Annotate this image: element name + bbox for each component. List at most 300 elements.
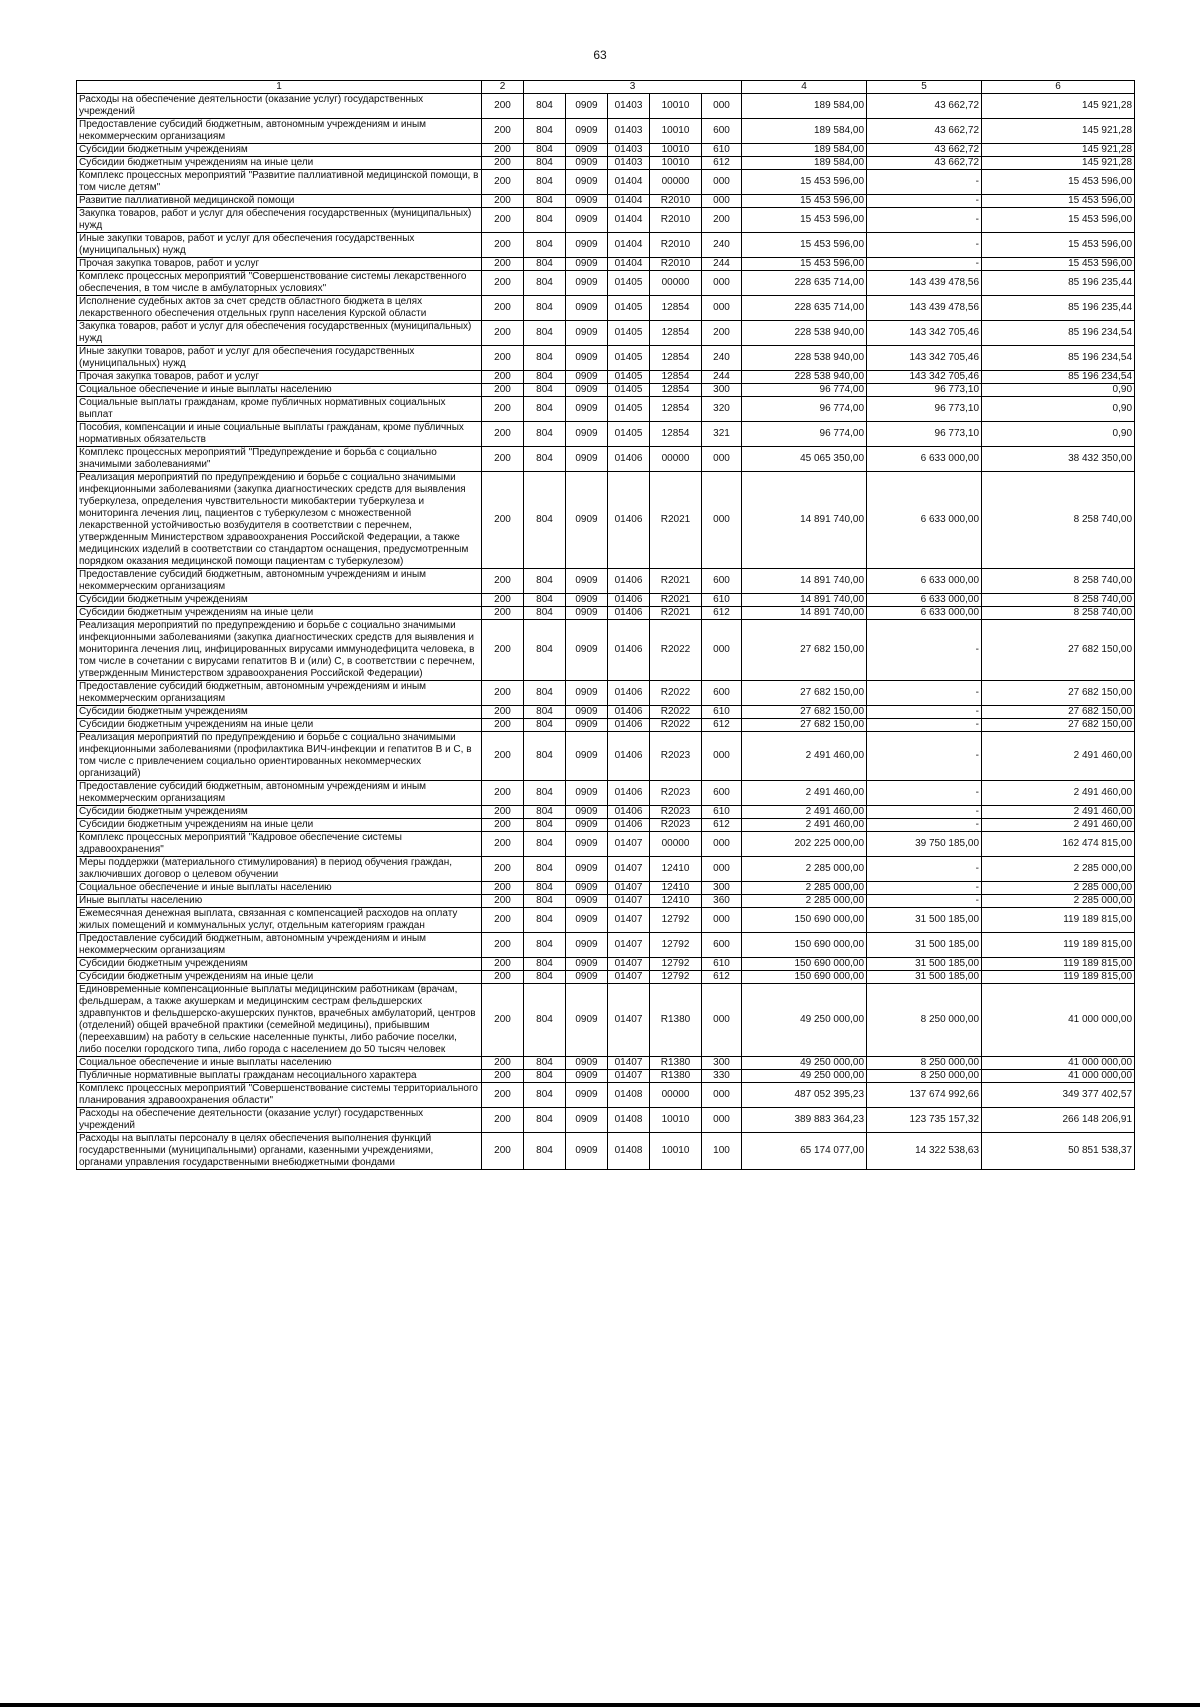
code-expense-type: 360 [702, 895, 742, 908]
code-expense-type: 000 [702, 1108, 742, 1133]
code-admin: 200 [482, 1108, 524, 1133]
code-program: 01408 [608, 1133, 650, 1170]
amount-executed: 143 439 478,56 [867, 271, 982, 296]
amount-executed: - [867, 819, 982, 832]
amount-plan: 189 584,00 [742, 119, 867, 144]
code-expense-type: 610 [702, 958, 742, 971]
amount-executed: 6 633 000,00 [867, 607, 982, 620]
code-subsection: 0909 [566, 857, 608, 882]
code-program: 01406 [608, 681, 650, 706]
code-direction: 12854 [650, 422, 702, 447]
table-row [77, 233, 1135, 258]
amount-executed: - [867, 620, 982, 681]
code-program: 01405 [608, 321, 650, 346]
amount-plan: 2 285 000,00 [742, 882, 867, 895]
code-subsection: 0909 [566, 719, 608, 732]
code-direction: R2010 [650, 208, 702, 233]
code-section: 804 [524, 933, 566, 958]
table-row [77, 170, 1135, 195]
code-section: 804 [524, 971, 566, 984]
code-admin: 200 [482, 908, 524, 933]
table-row [77, 732, 1135, 781]
row-name: Ежемесячная денежная выплата, связанная с компенсацией расходов на оплату жилых помещений и коммунальных услуг, отдельным категориям граждан [77, 908, 482, 933]
amount-remaining: 50 851 538,37 [982, 1133, 1135, 1170]
amount-plan: 15 453 596,00 [742, 170, 867, 195]
code-program: 01406 [608, 819, 650, 832]
table-row [77, 806, 1135, 819]
amount-remaining: 15 453 596,00 [982, 233, 1135, 258]
code-direction: R1380 [650, 1057, 702, 1070]
code-expense-type: 600 [702, 681, 742, 706]
code-direction: 12410 [650, 857, 702, 882]
code-expense-type: 000 [702, 857, 742, 882]
header-col-6: 6 [982, 81, 1135, 94]
code-admin: 200 [482, 144, 524, 157]
amount-executed: - [867, 806, 982, 819]
row-name: Субсидии бюджетным учреждениям на иные цели [77, 157, 482, 170]
code-direction: R2021 [650, 607, 702, 620]
amount-plan: 2 491 460,00 [742, 819, 867, 832]
code-direction: 00000 [650, 832, 702, 857]
code-section: 804 [524, 384, 566, 397]
amount-executed: - [867, 895, 982, 908]
amount-remaining: 145 921,28 [982, 157, 1135, 170]
code-direction: 00000 [650, 170, 702, 195]
amount-executed: 31 500 185,00 [867, 908, 982, 933]
table-row [77, 971, 1135, 984]
code-program: 01407 [608, 908, 650, 933]
code-expense-type: 300 [702, 882, 742, 895]
code-section: 804 [524, 144, 566, 157]
table-row [77, 882, 1135, 895]
code-subsection: 0909 [566, 1057, 608, 1070]
code-subsection: 0909 [566, 971, 608, 984]
code-program: 01405 [608, 397, 650, 422]
table-row [77, 984, 1135, 1057]
code-subsection: 0909 [566, 422, 608, 447]
amount-remaining: 2 491 460,00 [982, 732, 1135, 781]
amount-remaining: 85 196 235,44 [982, 271, 1135, 296]
code-subsection: 0909 [566, 397, 608, 422]
code-direction: R2023 [650, 732, 702, 781]
code-subsection: 0909 [566, 170, 608, 195]
amount-remaining: 145 921,28 [982, 119, 1135, 144]
row-name: Предоставление субсидий бюджетным, автономным учреждениям и иным некоммерческим организациям [77, 781, 482, 806]
code-subsection: 0909 [566, 233, 608, 258]
amount-plan: 14 891 740,00 [742, 607, 867, 620]
amount-executed: 96 773,10 [867, 422, 982, 447]
amount-executed: - [867, 857, 982, 882]
amount-remaining: 2 285 000,00 [982, 895, 1135, 908]
code-direction: 12410 [650, 895, 702, 908]
code-direction: 12410 [650, 882, 702, 895]
amount-remaining: 41 000 000,00 [982, 984, 1135, 1057]
amount-plan: 15 453 596,00 [742, 233, 867, 258]
code-program: 01404 [608, 258, 650, 271]
amount-plan: 202 225 000,00 [742, 832, 867, 857]
code-direction: 10010 [650, 1108, 702, 1133]
code-section: 804 [524, 296, 566, 321]
row-name: Предоставление субсидий бюджетным, автономным учреждениям и иным некоммерческим организациям [77, 119, 482, 144]
code-admin: 200 [482, 719, 524, 732]
amount-executed: - [867, 208, 982, 233]
code-expense-type: 612 [702, 607, 742, 620]
amount-executed: 43 662,72 [867, 144, 982, 157]
code-subsection: 0909 [566, 681, 608, 706]
code-section: 804 [524, 170, 566, 195]
code-subsection: 0909 [566, 594, 608, 607]
amount-plan: 49 250 000,00 [742, 984, 867, 1057]
code-admin: 200 [482, 1083, 524, 1108]
code-expense-type: 610 [702, 594, 742, 607]
amount-remaining: 41 000 000,00 [982, 1070, 1135, 1083]
table-row [77, 569, 1135, 594]
code-admin: 200 [482, 1070, 524, 1083]
code-subsection: 0909 [566, 472, 608, 569]
code-program: 01408 [608, 1083, 650, 1108]
amount-executed: 137 674 992,66 [867, 1083, 982, 1108]
code-section: 804 [524, 594, 566, 607]
amount-remaining: 2 491 460,00 [982, 781, 1135, 806]
table-row [77, 895, 1135, 908]
amount-plan: 2 285 000,00 [742, 857, 867, 882]
amount-executed: 14 322 538,63 [867, 1133, 982, 1170]
code-subsection: 0909 [566, 620, 608, 681]
amount-executed: 31 500 185,00 [867, 958, 982, 971]
code-expense-type: 330 [702, 1070, 742, 1083]
code-expense-type: 000 [702, 832, 742, 857]
code-program: 01405 [608, 422, 650, 447]
code-direction: 00000 [650, 447, 702, 472]
code-subsection: 0909 [566, 447, 608, 472]
code-subsection: 0909 [566, 984, 608, 1057]
code-expense-type: 600 [702, 781, 742, 806]
code-program: 01406 [608, 607, 650, 620]
code-program: 01407 [608, 857, 650, 882]
table-row [77, 1057, 1135, 1070]
amount-remaining: 85 196 234,54 [982, 346, 1135, 371]
code-section: 804 [524, 258, 566, 271]
amount-remaining: 85 196 234,54 [982, 321, 1135, 346]
code-expense-type: 600 [702, 569, 742, 594]
code-section: 804 [524, 1070, 566, 1083]
code-admin: 200 [482, 958, 524, 971]
code-program: 01407 [608, 832, 650, 857]
header-row [77, 81, 1135, 94]
table-row [77, 933, 1135, 958]
amount-executed: 6 633 000,00 [867, 594, 982, 607]
code-subsection: 0909 [566, 384, 608, 397]
code-admin: 200 [482, 472, 524, 569]
amount-remaining: 2 285 000,00 [982, 882, 1135, 895]
amount-executed: - [867, 706, 982, 719]
code-program: 01406 [608, 706, 650, 719]
amount-executed: 96 773,10 [867, 384, 982, 397]
code-section: 804 [524, 157, 566, 170]
header-col-4: 4 [742, 81, 867, 94]
code-subsection: 0909 [566, 1108, 608, 1133]
code-admin: 200 [482, 971, 524, 984]
amount-plan: 189 584,00 [742, 157, 867, 170]
code-expense-type: 300 [702, 1057, 742, 1070]
code-subsection: 0909 [566, 157, 608, 170]
amount-remaining: 145 921,28 [982, 144, 1135, 157]
code-subsection: 0909 [566, 895, 608, 908]
code-admin: 200 [482, 371, 524, 384]
amount-remaining: 27 682 150,00 [982, 620, 1135, 681]
code-subsection: 0909 [566, 1083, 608, 1108]
code-program: 01407 [608, 1070, 650, 1083]
code-admin: 200 [482, 346, 524, 371]
amount-remaining: 162 474 815,00 [982, 832, 1135, 857]
code-section: 804 [524, 472, 566, 569]
amount-executed: 31 500 185,00 [867, 933, 982, 958]
table-row [77, 908, 1135, 933]
row-name: Субсидии бюджетным учреждениям [77, 958, 482, 971]
code-subsection: 0909 [566, 806, 608, 819]
code-section: 804 [524, 620, 566, 681]
amount-plan: 45 065 350,00 [742, 447, 867, 472]
amount-executed: 43 662,72 [867, 119, 982, 144]
code-expense-type: 200 [702, 321, 742, 346]
row-name: Предоставление субсидий бюджетным, автономным учреждениям и иным некоммерческим организациям [77, 569, 482, 594]
code-expense-type: 000 [702, 296, 742, 321]
code-program: 01406 [608, 719, 650, 732]
code-section: 804 [524, 1083, 566, 1108]
code-expense-type: 612 [702, 971, 742, 984]
table-row [77, 195, 1135, 208]
code-direction: 10010 [650, 144, 702, 157]
row-name: Комплекс процессных мероприятий "Предупреждение и борьба с социально значимыми заболеваниями" [77, 447, 482, 472]
row-name: Прочая закупка товаров, работ и услуг [77, 258, 482, 271]
code-program: 01406 [608, 781, 650, 806]
code-expense-type: 300 [702, 384, 742, 397]
amount-remaining: 349 377 402,57 [982, 1083, 1135, 1108]
table-row [77, 719, 1135, 732]
code-expense-type: 000 [702, 620, 742, 681]
amount-remaining: 15 453 596,00 [982, 195, 1135, 208]
amount-remaining: 15 453 596,00 [982, 258, 1135, 271]
code-program: 01403 [608, 94, 650, 119]
code-section: 804 [524, 397, 566, 422]
amount-executed: 43 662,72 [867, 157, 982, 170]
code-admin: 200 [482, 569, 524, 594]
code-subsection: 0909 [566, 781, 608, 806]
amount-remaining: 15 453 596,00 [982, 170, 1135, 195]
amount-remaining: 145 921,28 [982, 94, 1135, 119]
code-program: 01404 [608, 233, 650, 258]
code-subsection: 0909 [566, 258, 608, 271]
code-section: 804 [524, 958, 566, 971]
code-admin: 200 [482, 984, 524, 1057]
code-program: 01405 [608, 271, 650, 296]
code-section: 804 [524, 681, 566, 706]
table-row [77, 832, 1135, 857]
amount-executed: 6 633 000,00 [867, 447, 982, 472]
amount-plan: 150 690 000,00 [742, 908, 867, 933]
code-admin: 200 [482, 781, 524, 806]
code-subsection: 0909 [566, 569, 608, 594]
code-direction: 12792 [650, 933, 702, 958]
row-name: Социальные выплаты гражданам, кроме публичных нормативных социальных выплат [77, 397, 482, 422]
amount-remaining: 27 682 150,00 [982, 719, 1135, 732]
header-col-1: 1 [77, 81, 482, 94]
amount-plan: 15 453 596,00 [742, 195, 867, 208]
table-row [77, 384, 1135, 397]
code-direction: 12792 [650, 908, 702, 933]
code-admin: 200 [482, 681, 524, 706]
code-subsection: 0909 [566, 933, 608, 958]
code-admin: 200 [482, 296, 524, 321]
code-expense-type: 000 [702, 447, 742, 472]
row-name: Реализация мероприятий по предупреждению и борьбе с социально значимыми инфекционными заболеваниями (закупка диагностических средств для выявления и мониторинга лечения лиц, инфицированных вирусами иммунодефицита человека, в том числе в сочетании с вирусами гепатитов B и (или) C, в соответствии с перечнем, утвержденным Министерством здравоохранения Российской Федерации) [77, 620, 482, 681]
amount-plan: 15 453 596,00 [742, 208, 867, 233]
amount-executed: - [867, 681, 982, 706]
code-expense-type: 000 [702, 195, 742, 208]
code-expense-type: 240 [702, 233, 742, 258]
row-name: Иные выплаты населению [77, 895, 482, 908]
code-section: 804 [524, 569, 566, 594]
amount-executed: - [867, 882, 982, 895]
amount-remaining: 8 258 740,00 [982, 472, 1135, 569]
table-row [77, 706, 1135, 719]
code-section: 804 [524, 706, 566, 719]
code-section: 804 [524, 233, 566, 258]
code-admin: 200 [482, 321, 524, 346]
table-row [77, 208, 1135, 233]
code-admin: 200 [482, 895, 524, 908]
code-admin: 200 [482, 832, 524, 857]
code-subsection: 0909 [566, 1070, 608, 1083]
table-row [77, 321, 1135, 346]
table-row [77, 296, 1135, 321]
code-expense-type: 612 [702, 719, 742, 732]
code-admin: 200 [482, 806, 524, 819]
code-subsection: 0909 [566, 195, 608, 208]
code-direction: R2022 [650, 719, 702, 732]
code-section: 804 [524, 94, 566, 119]
code-section: 804 [524, 422, 566, 447]
amount-executed: - [867, 195, 982, 208]
table-row [77, 371, 1135, 384]
code-section: 804 [524, 1133, 566, 1170]
code-admin: 200 [482, 819, 524, 832]
amount-executed: 96 773,10 [867, 397, 982, 422]
code-direction: R2022 [650, 706, 702, 719]
amount-remaining: 0,90 [982, 397, 1135, 422]
code-direction: 12854 [650, 397, 702, 422]
code-expense-type: 612 [702, 819, 742, 832]
code-direction: R1380 [650, 1070, 702, 1083]
amount-plan: 228 538 940,00 [742, 346, 867, 371]
row-name: Субсидии бюджетным учреждениям на иные цели [77, 607, 482, 620]
table-row [77, 144, 1135, 157]
code-direction: R2022 [650, 620, 702, 681]
amount-plan: 189 584,00 [742, 94, 867, 119]
code-admin: 200 [482, 271, 524, 296]
code-direction: 12854 [650, 384, 702, 397]
amount-remaining: 41 000 000,00 [982, 1057, 1135, 1070]
code-section: 804 [524, 832, 566, 857]
row-name: Развитие паллиативной медицинской помощи [77, 195, 482, 208]
table-row [77, 594, 1135, 607]
code-admin: 200 [482, 607, 524, 620]
code-admin: 200 [482, 94, 524, 119]
code-admin: 200 [482, 233, 524, 258]
amount-executed: 6 633 000,00 [867, 472, 982, 569]
amount-remaining: 85 196 234,54 [982, 371, 1135, 384]
scan-edge [0, 1703, 1200, 1707]
code-direction: 10010 [650, 119, 702, 144]
row-name: Социальное обеспечение и иные выплаты населению [77, 384, 482, 397]
code-expense-type: 610 [702, 806, 742, 819]
code-expense-type: 000 [702, 732, 742, 781]
code-section: 804 [524, 984, 566, 1057]
code-section: 804 [524, 732, 566, 781]
code-program: 01403 [608, 144, 650, 157]
table-row [77, 819, 1135, 832]
code-subsection: 0909 [566, 607, 608, 620]
code-program: 01407 [608, 933, 650, 958]
amount-executed: - [867, 719, 982, 732]
code-section: 804 [524, 208, 566, 233]
code-section: 804 [524, 719, 566, 732]
code-program: 01405 [608, 384, 650, 397]
table-row [77, 271, 1135, 296]
code-program: 01406 [608, 472, 650, 569]
code-admin: 200 [482, 594, 524, 607]
code-subsection: 0909 [566, 908, 608, 933]
row-name: Субсидии бюджетным учреждениям [77, 806, 482, 819]
code-section: 804 [524, 781, 566, 806]
code-direction: R1380 [650, 984, 702, 1057]
amount-remaining: 119 189 815,00 [982, 933, 1135, 958]
code-program: 01407 [608, 958, 650, 971]
amount-remaining: 27 682 150,00 [982, 681, 1135, 706]
code-expense-type: 000 [702, 94, 742, 119]
code-subsection: 0909 [566, 346, 608, 371]
code-direction: R2022 [650, 681, 702, 706]
table-row [77, 472, 1135, 569]
code-admin: 200 [482, 119, 524, 144]
code-admin: 200 [482, 195, 524, 208]
table-row [77, 781, 1135, 806]
code-program: 01404 [608, 195, 650, 208]
header-col-5: 5 [867, 81, 982, 94]
code-subsection: 0909 [566, 321, 608, 346]
code-admin: 200 [482, 170, 524, 195]
code-expense-type: 610 [702, 144, 742, 157]
code-admin: 200 [482, 422, 524, 447]
code-program: 01405 [608, 346, 650, 371]
row-name: Иные закупки товаров, работ и услуг для обеспечения государственных (муниципальных) нужд [77, 233, 482, 258]
code-section: 804 [524, 321, 566, 346]
row-name: Комплекс процессных мероприятий "Совершенствование системы лекарственного обеспечения, в том числе в амбулаторных условиях" [77, 271, 482, 296]
amount-executed: 31 500 185,00 [867, 971, 982, 984]
amount-executed: 43 662,72 [867, 94, 982, 119]
amount-executed: - [867, 233, 982, 258]
code-program: 01403 [608, 157, 650, 170]
row-name: Субсидии бюджетным учреждениям на иные цели [77, 719, 482, 732]
amount-remaining: 15 453 596,00 [982, 208, 1135, 233]
row-name: Предоставление субсидий бюджетным, автономным учреждениям и иным некоммерческим организациям [77, 681, 482, 706]
row-name: Комплекс процессных мероприятий "Развитие паллиативной медицинской помощи, в том числе детям" [77, 170, 482, 195]
code-direction: 10010 [650, 94, 702, 119]
code-admin: 200 [482, 397, 524, 422]
code-direction: R2023 [650, 781, 702, 806]
row-name: Расходы на выплаты персоналу в целях обеспечения выполнения функций государственными (муниципальными) органами, казенными учреждениями, органами управления государственными внебюджетными фондами [77, 1133, 482, 1170]
amount-plan: 14 891 740,00 [742, 594, 867, 607]
